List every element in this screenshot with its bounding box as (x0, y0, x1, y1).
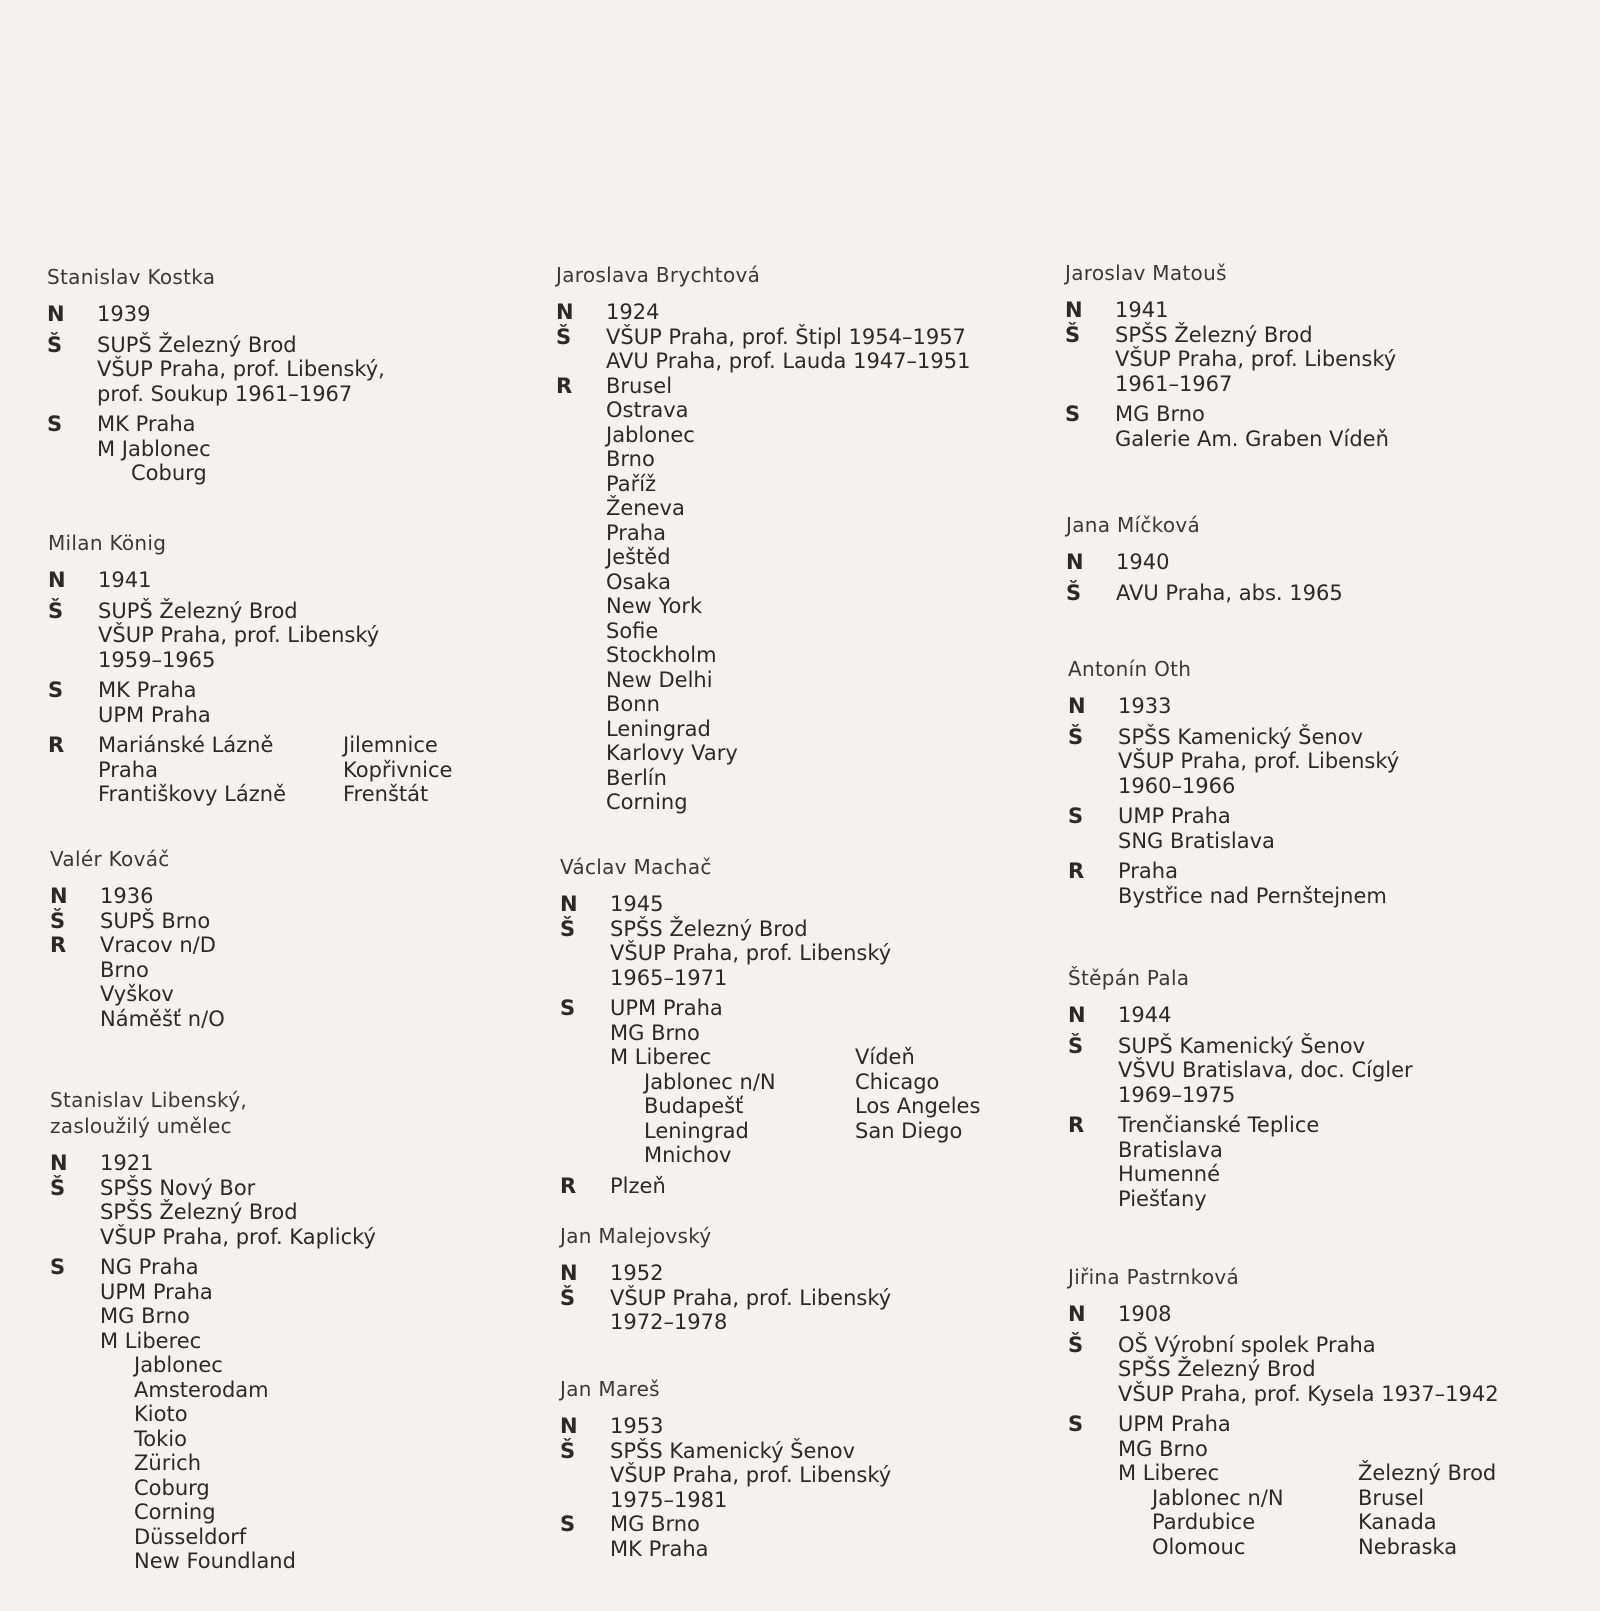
section-school: Š SPŠS Kamenický Šenov VŠUP Praha, prof. Libenský 1960–1966 (1068, 724, 1400, 798)
section-school: Š SUPŠ Kamenický Šenov VŠVU Bratislava, doc. Cígler 1969–1975 (1068, 1033, 1413, 1107)
entry-jan-mares (560, 1376, 1030, 1567)
section-collections: S MK Praha UPM Praha (48, 678, 211, 727)
section-birth: N 1933 (1068, 694, 1172, 718)
section-realizations: R Vracov n/D Brno Vyškov Náměšť n/O (50, 933, 225, 1031)
section-birth: N 1924 (556, 300, 660, 324)
artist-name: Jaroslava Brychtová (556, 263, 761, 287)
section-realizations: R Plzeň (560, 1173, 666, 1198)
entry-jaroslav-matous (1065, 260, 1535, 457)
section-school: Š SPŠS Železný Brod VŠUP Praha, prof. Libenský 1961–1967 (1065, 322, 1397, 396)
section-birth: N 1953 (560, 1414, 664, 1438)
artist-name: Antonín Oth (1068, 657, 1192, 681)
section-collections: S UMP Praha SNG Bratislava (1068, 804, 1275, 853)
section-school: Š VŠUP Praha, prof. Libenský 1972–1978 (560, 1285, 892, 1334)
section-birth: N 1940 (1066, 550, 1170, 574)
entry-vaclav-machac (560, 854, 1030, 1204)
section-school: Š SUPŠ Železný Brod VŠUP Praha, prof. Libenský 1959–1965 (48, 598, 380, 672)
section-birth: N 1936 (50, 884, 154, 908)
artist-name: Jana Míčková (1066, 513, 1201, 537)
section-collections: S MG Brno MK Praha (560, 1512, 709, 1561)
section-birth: N 1941 (48, 568, 152, 592)
artist-name: Jan Mareš (560, 1377, 660, 1401)
entry-jan-malejovsky (560, 1223, 1030, 1341)
artist-name: Jiřina Pastrnková (1068, 1265, 1240, 1289)
entry-jana-mickova (1066, 512, 1536, 611)
section-realizations: R Brusel Ostrava Jablonec Brno Paříž Ženeva Praha Ještěd Osaka New York Sofie Stockholm New Delhi Bonn Leningrad Karlovy Vary Berlín Corning (556, 373, 738, 814)
section-school: Š SUPŠ Brno (50, 908, 211, 933)
entry-antonin-oth (1068, 656, 1538, 914)
section-collections: S MG Brno Galerie Am. Graben Vídeň (1065, 402, 1389, 451)
artist-name: Štěpán Pala (1068, 966, 1190, 990)
section-birth: N 1945 (560, 892, 664, 916)
entry-stanislav-kostka (47, 264, 517, 492)
section-collections: S NG Praha UPM Praha MG Brno M Liberec Jablonec Amsterodam Kioto Tokio Zürich Coburg Corning Düsseldorf New Foundland (50, 1255, 296, 1573)
section-school: Š AVU Praha, abs. 1965 (1066, 580, 1343, 605)
section-birth: N 1952 (560, 1261, 664, 1285)
section-birth: N 1939 (47, 302, 151, 326)
section-school: Š VŠUP Praha, prof. Štipl 1954–1957 AVU Praha, prof. Lauda 1947–1951 (556, 324, 971, 373)
section-birth: N 1908 (1068, 1302, 1172, 1326)
artist-name: Jaroslav Matouš (1065, 261, 1227, 285)
artist-name: Milan König (48, 531, 167, 555)
entry-stepan-pala (1068, 965, 1538, 1217)
artist-name: Stanislav Libenský, zasloužilý umělec (50, 1088, 248, 1138)
section-collections: S UPM Praha MG Brno M Liberec Jablonec n/N Pardubice Olomouc Železný Brod Brusel Kanada Nebraska (1068, 1412, 1497, 1559)
section-realizations: R Praha Bystřice nad Pernštejnem (1068, 859, 1387, 908)
section-collections: S MK Praha M Jablonec Coburg (47, 412, 211, 485)
section-school: Š SPŠS Železný Brod VŠUP Praha, prof. Libenský 1965–1971 (560, 916, 892, 990)
section-school: Š OŠ Výrobní spolek Praha SPŠS Železný Brod VŠUP Praha, prof. Kysela 1937–1942 (1068, 1332, 1499, 1406)
entry-jirina-pastrnkova (1068, 1264, 1588, 1565)
section-school: Š SUPŠ Železný Brod VŠUP Praha, prof. Libenský, prof. Soukup 1961–1967 (47, 332, 385, 406)
artist-name: Václav Machač (560, 855, 712, 879)
artist-name: Jan Malejovský (560, 1224, 712, 1248)
section-birth: N 1941 (1065, 298, 1169, 322)
section-realizations: R Mariánské Lázně Praha Františkovy Lázně Jilemnice Kopřivnice Frenštát (48, 733, 453, 806)
entry-milan-konig (48, 530, 518, 813)
section-school: Š SPŠS Nový Bor SPŠS Železný Brod VŠUP Praha, prof. Kaplický (50, 1175, 376, 1249)
entry-stanislav-libensky (50, 1087, 520, 1580)
section-collections: S UPM Praha MG Brno M Liberec Jablonec n/N Budapešť Leningrad Mnichov Vídeň Chicago Los Angeles San Diego (560, 996, 981, 1167)
section-realizations: R Trenčianské Teplice Bratislava Humenné Piešťany (1068, 1113, 1320, 1211)
section-school: Š SPŠS Kamenický Šenov VŠUP Praha, prof. Libenský 1975–1981 (560, 1438, 892, 1512)
entry-jaroslava-brychtova (556, 262, 1026, 821)
artist-name: Valér Kováč (50, 847, 170, 871)
entry-valer-kovac (50, 846, 520, 1037)
section-birth: N 1944 (1068, 1003, 1172, 1027)
section-birth: N 1921 (50, 1151, 154, 1175)
artist-name: Stanislav Kostka (47, 265, 216, 289)
